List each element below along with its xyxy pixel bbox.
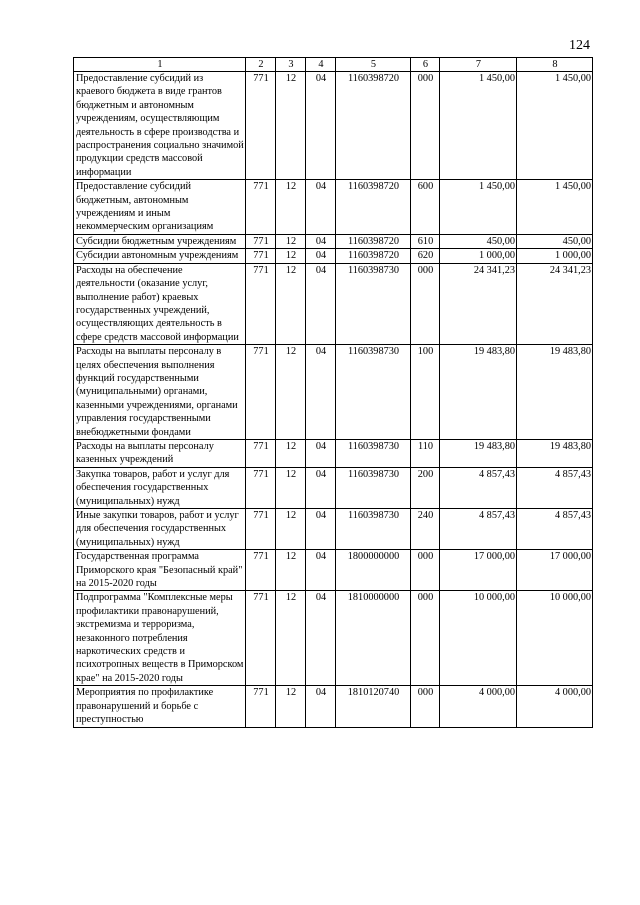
row-name-cell: Иные закупки товаров, работ и услуг для обеспечения государственных (муниципальных) нужд <box>74 509 246 550</box>
amount-col8-cell: 4 857,43 <box>517 467 593 508</box>
amount-col8-cell: 24 341,23 <box>517 263 593 344</box>
section-code-cell: 12 <box>276 72 306 180</box>
subsection-code-cell: 04 <box>306 591 336 686</box>
amount-col8-cell: 4 857,43 <box>517 509 593 550</box>
subsection-code-cell: 04 <box>306 509 336 550</box>
subsection-code-cell: 04 <box>306 263 336 344</box>
expense-type-cell: 200 <box>411 467 440 508</box>
amount-col8-cell: 1 450,00 <box>517 180 593 235</box>
dept-code-cell: 771 <box>246 72 276 180</box>
section-code-cell: 12 <box>276 686 306 727</box>
expense-type-cell: 600 <box>411 180 440 235</box>
table-row <box>74 467 593 508</box>
amount-col7-cell: 19 483,80 <box>440 439 517 467</box>
dept-code-cell: 771 <box>246 345 276 440</box>
column-header: 5 <box>336 58 411 72</box>
row-name-cell: Подпрограмма "Комплексные меры профилактики правонарушений, экстремизма и терроризма, незаконного потребления наркотических средств и психотропных веществ в Приморском крае" на 2015-2020 годы <box>74 591 246 686</box>
table-row <box>74 263 593 344</box>
dept-code-cell: 771 <box>246 234 276 248</box>
amount-col7-cell: 450,00 <box>440 234 517 248</box>
row-name-cell: Государственная программа Приморского края "Безопасный край" на 2015-2020 годы <box>74 550 246 591</box>
expense-type-cell: 610 <box>411 234 440 248</box>
amount-col8-cell: 17 000,00 <box>517 550 593 591</box>
expense-type-cell: 100 <box>411 345 440 440</box>
target-article-cell: 1160398730 <box>336 439 411 467</box>
amount-col7-cell: 1 450,00 <box>440 72 517 180</box>
dept-code-cell: 771 <box>246 180 276 235</box>
table-row <box>74 509 593 550</box>
target-article-cell: 1160398730 <box>336 509 411 550</box>
table-row <box>74 345 593 440</box>
section-code-cell: 12 <box>276 263 306 344</box>
target-article-cell: 1160398720 <box>336 249 411 263</box>
column-header: 3 <box>276 58 306 72</box>
expense-type-cell: 000 <box>411 263 440 344</box>
table-row <box>74 249 593 263</box>
section-code-cell: 12 <box>276 180 306 235</box>
table-row <box>74 591 593 686</box>
row-name-cell: Предоставление субсидий из краевого бюджета в виде грантов бюджетным и автономным учреждениям, осуществляющим деятельность в сфере производства и распространения социально значимой продукции средств массовой информации <box>74 72 246 180</box>
table-row <box>74 234 593 248</box>
amount-col8-cell: 19 483,80 <box>517 439 593 467</box>
amount-col7-cell: 1 450,00 <box>440 180 517 235</box>
subsection-code-cell: 04 <box>306 439 336 467</box>
expense-type-cell: 000 <box>411 591 440 686</box>
column-header: 8 <box>517 58 593 72</box>
column-header: 4 <box>306 58 336 72</box>
dept-code-cell: 771 <box>246 591 276 686</box>
target-article-cell: 1800000000 <box>336 550 411 591</box>
expense-type-cell: 240 <box>411 509 440 550</box>
subsection-code-cell: 04 <box>306 249 336 263</box>
dept-code-cell: 771 <box>246 509 276 550</box>
dept-code-cell: 771 <box>246 686 276 727</box>
section-code-cell: 12 <box>276 467 306 508</box>
amount-col7-cell: 19 483,80 <box>440 345 517 440</box>
row-name-cell: Расходы на выплаты персоналу казенных учреждений <box>74 439 246 467</box>
section-code-cell: 12 <box>276 591 306 686</box>
column-header: 2 <box>246 58 276 72</box>
amount-col7-cell: 4 857,43 <box>440 509 517 550</box>
row-name-cell: Расходы на выплаты персоналу в целях обеспечения выполнения функций государственными (муниципальными) органами, казенными учреждениями, органами управления государственными внебюджетными фондами <box>74 345 246 440</box>
amount-col7-cell: 1 000,00 <box>440 249 517 263</box>
dept-code-cell: 771 <box>246 439 276 467</box>
target-article-cell: 1160398730 <box>336 263 411 344</box>
expense-type-cell: 000 <box>411 72 440 180</box>
target-article-cell: 1160398730 <box>336 345 411 440</box>
dept-code-cell: 771 <box>246 550 276 591</box>
amount-col7-cell: 4 000,00 <box>440 686 517 727</box>
dept-code-cell: 771 <box>246 263 276 344</box>
subsection-code-cell: 04 <box>306 234 336 248</box>
target-article-cell: 1810000000 <box>336 591 411 686</box>
table-row <box>74 180 593 235</box>
amount-col8-cell: 1 000,00 <box>517 249 593 263</box>
row-name-cell: Мероприятия по профилактике правонарушений и борьбе с преступностью <box>74 686 246 727</box>
section-code-cell: 12 <box>276 249 306 263</box>
section-code-cell: 12 <box>276 509 306 550</box>
target-article-cell: 1160398730 <box>336 467 411 508</box>
dept-code-cell: 771 <box>246 467 276 508</box>
section-code-cell: 12 <box>276 550 306 591</box>
amount-col7-cell: 17 000,00 <box>440 550 517 591</box>
page-number: 124 <box>569 38 590 53</box>
row-name-cell: Предоставление субсидий бюджетным, автономным учреждениям и иным некоммерческим организациям <box>74 180 246 235</box>
table-row <box>74 686 593 727</box>
amount-col8-cell: 450,00 <box>517 234 593 248</box>
budget-table <box>73 57 593 728</box>
table-row <box>74 439 593 467</box>
amount-col7-cell: 4 857,43 <box>440 467 517 508</box>
amount-col7-cell: 10 000,00 <box>440 591 517 686</box>
amount-col8-cell: 19 483,80 <box>517 345 593 440</box>
expense-type-cell: 110 <box>411 439 440 467</box>
amount-col8-cell: 1 450,00 <box>517 72 593 180</box>
row-name-cell: Расходы на обеспечение деятельности (оказание услуг, выполнение работ) краевых государственных учреждений, осуществляющих деятельность в сфере средств массовой информации <box>74 263 246 344</box>
row-name-cell: Субсидии автономным учреждениям <box>74 249 246 263</box>
subsection-code-cell: 04 <box>306 180 336 235</box>
subsection-code-cell: 04 <box>306 345 336 440</box>
expense-type-cell: 000 <box>411 686 440 727</box>
row-name-cell: Субсидии бюджетным учреждениям <box>74 234 246 248</box>
target-article-cell: 1810120740 <box>336 686 411 727</box>
subsection-code-cell: 04 <box>306 467 336 508</box>
target-article-cell: 1160398720 <box>336 72 411 180</box>
row-name-cell: Закупка товаров, работ и услуг для обеспечения государственных (муниципальных) нужд <box>74 467 246 508</box>
expense-type-cell: 620 <box>411 249 440 263</box>
column-header: 6 <box>411 58 440 72</box>
section-code-cell: 12 <box>276 234 306 248</box>
subsection-code-cell: 04 <box>306 550 336 591</box>
table-row <box>74 550 593 591</box>
dept-code-cell: 771 <box>246 249 276 263</box>
subsection-code-cell: 04 <box>306 686 336 727</box>
section-code-cell: 12 <box>276 439 306 467</box>
amount-col8-cell: 10 000,00 <box>517 591 593 686</box>
column-header: 7 <box>440 58 517 72</box>
column-header-row <box>74 58 593 72</box>
amount-col7-cell: 24 341,23 <box>440 263 517 344</box>
target-article-cell: 1160398720 <box>336 180 411 235</box>
section-code-cell: 12 <box>276 345 306 440</box>
table-row <box>74 72 593 180</box>
subsection-code-cell: 04 <box>306 72 336 180</box>
target-article-cell: 1160398720 <box>336 234 411 248</box>
column-header: 1 <box>74 58 246 72</box>
amount-col8-cell: 4 000,00 <box>517 686 593 727</box>
expense-type-cell: 000 <box>411 550 440 591</box>
